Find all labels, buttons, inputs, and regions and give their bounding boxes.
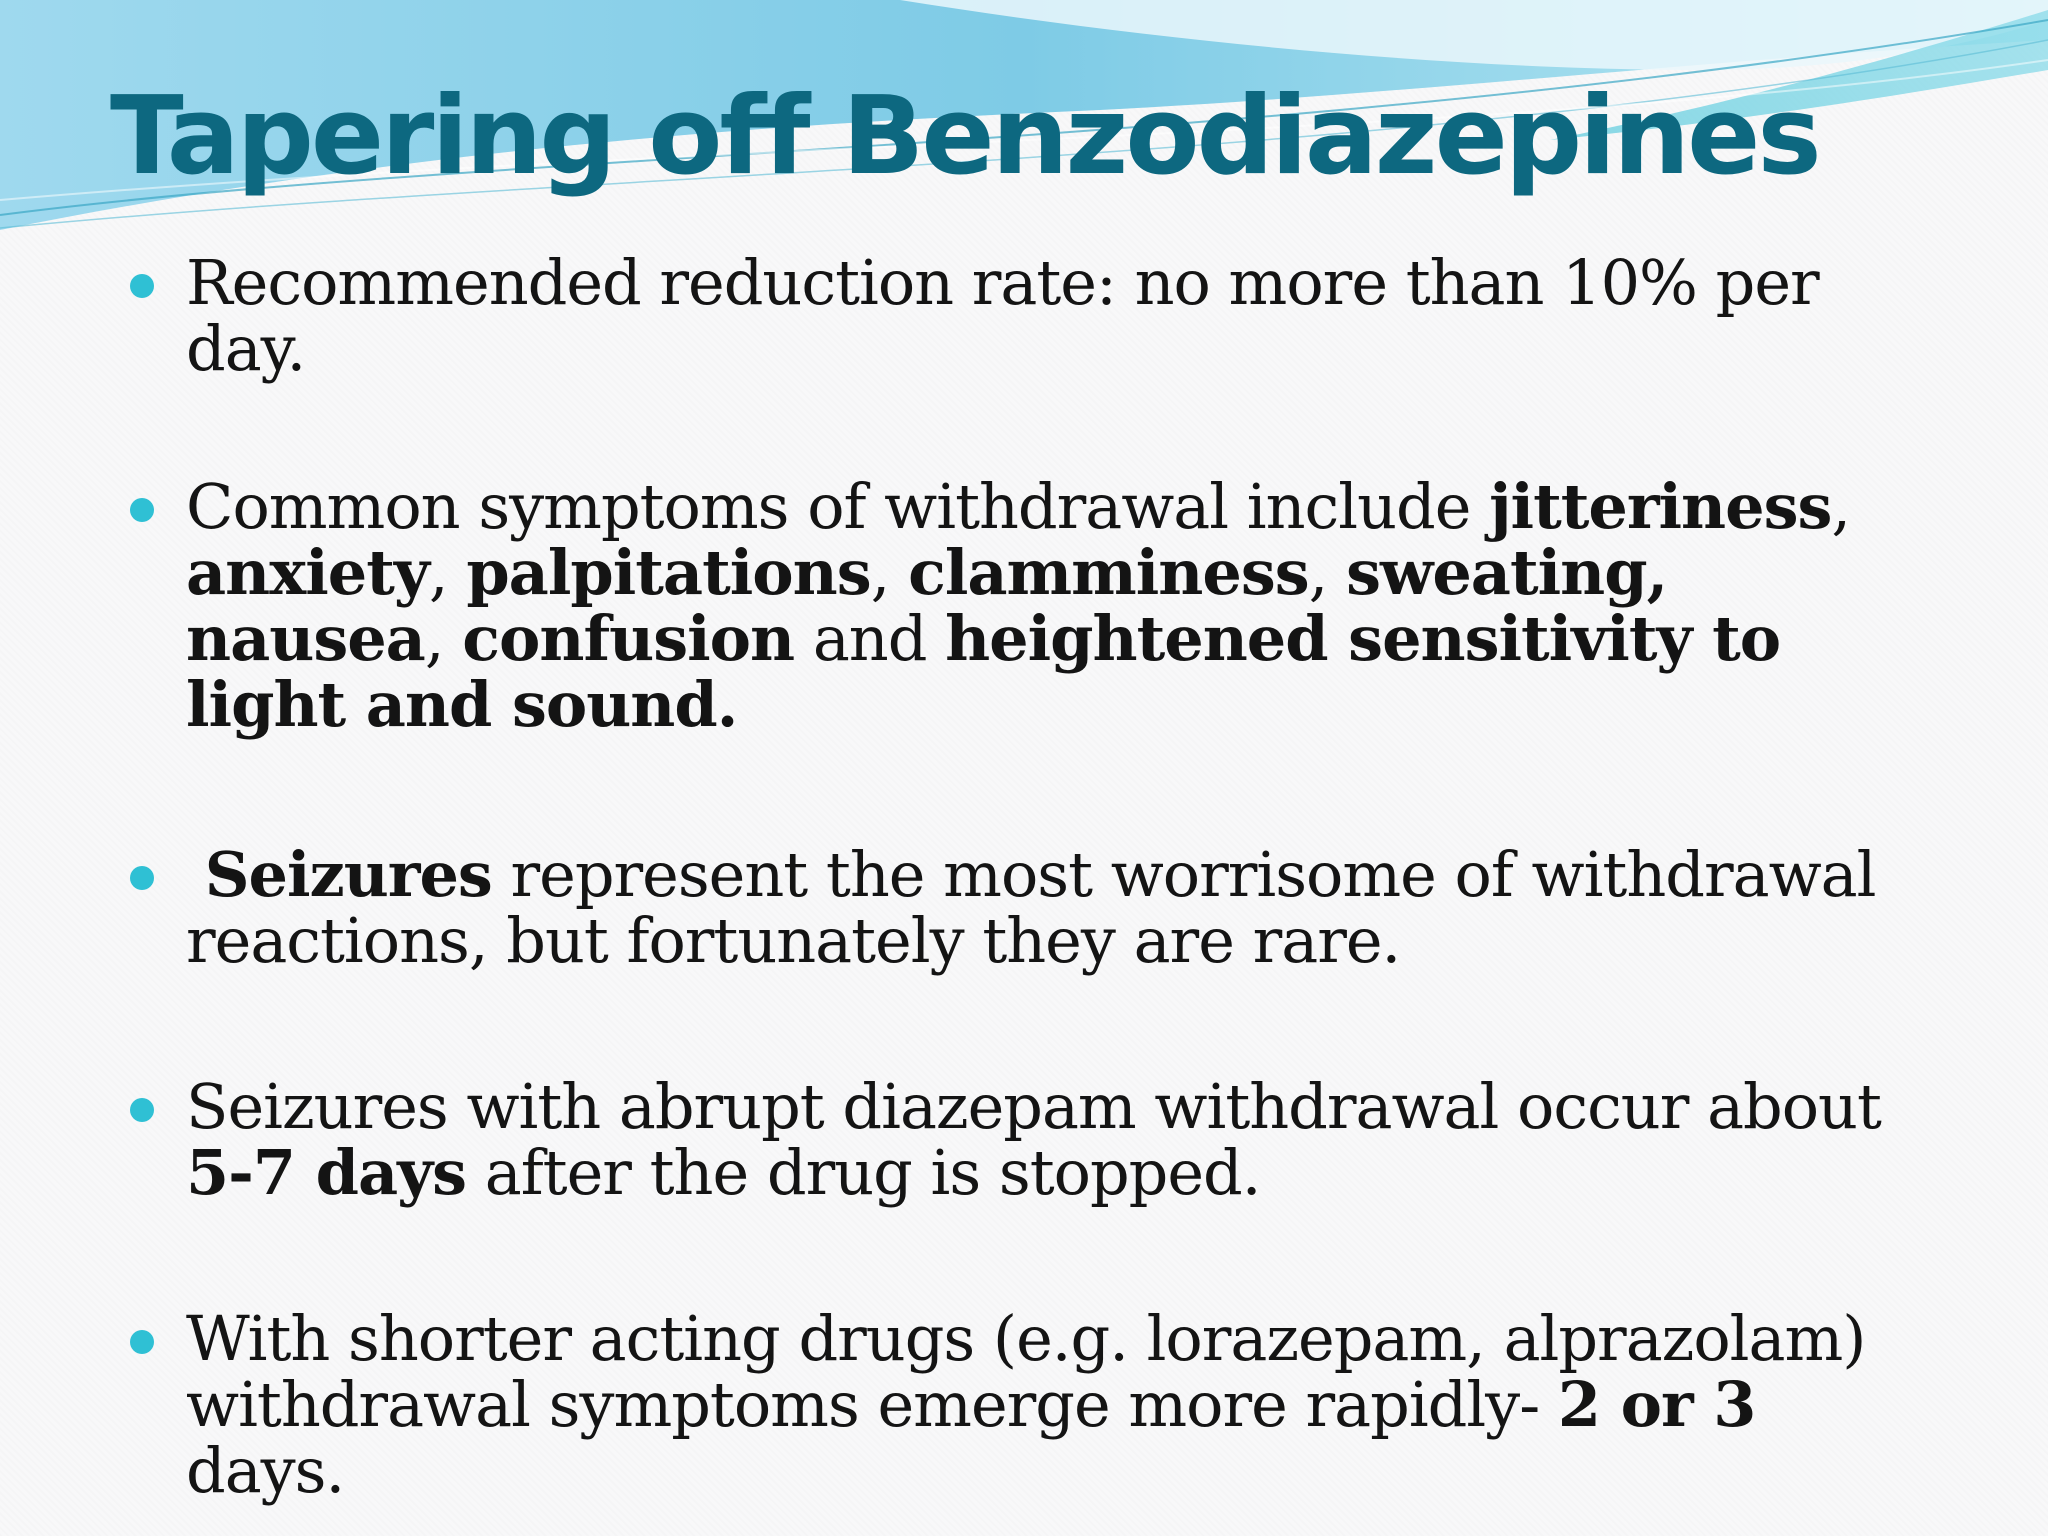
bold-term: palpitations xyxy=(466,536,871,609)
bullet-text: Recommended reduction rate: no more than 10% per day. xyxy=(186,246,1819,385)
bullet-dot xyxy=(130,498,154,522)
bold-term: Seizures xyxy=(204,838,492,911)
bullet-list xyxy=(130,246,1910,1507)
bullet-text: , xyxy=(1308,536,1347,609)
bullet-shorter-acting-drugs xyxy=(130,1302,1910,1507)
bullet-text: , xyxy=(1831,470,1851,543)
bullet-dot xyxy=(130,1098,154,1122)
bold-term: 2 or 3 xyxy=(1557,1368,1756,1441)
bullet-dot xyxy=(130,1330,154,1354)
bullet-text: , xyxy=(424,602,463,675)
bullet-diazepam-withdrawal xyxy=(130,1070,1910,1209)
bullet-text: days. xyxy=(186,1434,345,1507)
bullet-text: and xyxy=(794,602,946,675)
bullet-seizures xyxy=(130,838,1910,977)
bold-term: anxiety xyxy=(186,536,429,609)
bullet-text: represent the most worrisome of withdrawal reactions, but fortunately they are rare. xyxy=(186,838,1876,977)
bold-term: jitteriness xyxy=(1489,470,1832,543)
bullet-text: , xyxy=(428,536,467,609)
slide-title: Tapering off Benzodiazepines xyxy=(110,74,1819,199)
bold-term: clamminess xyxy=(908,536,1309,609)
bullet-withdrawal-symptoms xyxy=(130,470,1910,741)
bold-term: heightened sensitivity to light and sound. xyxy=(186,602,1781,741)
bullet-dot xyxy=(130,274,154,298)
bullet-text: , xyxy=(870,536,909,609)
bullet-text: Common symptoms of withdrawal include xyxy=(186,470,1490,543)
bullet-reduction-rate xyxy=(130,246,1910,385)
bold-term: sweating, nausea xyxy=(186,536,1668,675)
bullet-text: after the drug is stopped. xyxy=(466,1136,1261,1209)
bullet-dot xyxy=(130,866,154,890)
bullet-text: Seizures with abrupt diazepam withdrawal occur about xyxy=(186,1070,1881,1143)
bold-term: confusion xyxy=(462,602,795,675)
bullet-text: With shorter acting drugs (e.g. lorazepam, alprazolam) withdrawal symptoms emerge more rapidly- xyxy=(186,1302,1866,1441)
bold-term: 5-7 days xyxy=(186,1136,467,1209)
